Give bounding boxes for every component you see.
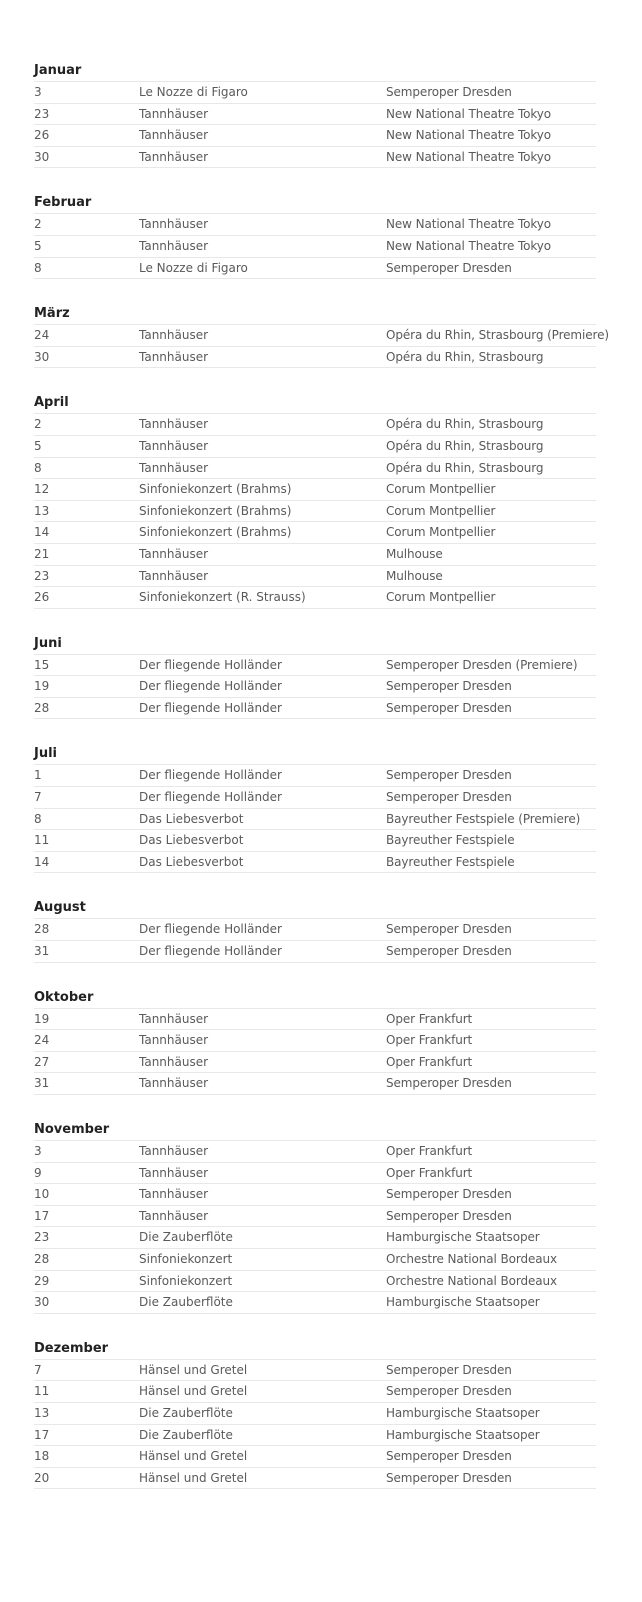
event-day: 7 bbox=[34, 1362, 42, 1377]
event-venue: Semperoper Dresden bbox=[386, 790, 512, 805]
event-venue: Opéra du Rhin, Strasbourg bbox=[386, 349, 544, 364]
event-work: Hänsel und Gretel bbox=[139, 1362, 248, 1377]
event-day: 8 bbox=[34, 460, 42, 475]
event-row bbox=[34, 236, 596, 258]
event-row bbox=[34, 414, 596, 436]
event-work: Tannhäuser bbox=[139, 438, 209, 453]
event-row bbox=[34, 1184, 596, 1206]
event-day: 3 bbox=[34, 1144, 42, 1158]
month-heading: Juni bbox=[34, 629, 596, 655]
event-work: Der fliegende Holländer bbox=[139, 790, 282, 805]
event-venue: Oper Frankfurt bbox=[386, 1033, 473, 1048]
event-venue: Hamburgische Staatsoper bbox=[386, 1295, 540, 1310]
event-day: 30 bbox=[34, 349, 50, 364]
month-section bbox=[34, 56, 596, 168]
event-row bbox=[34, 655, 596, 677]
event-work: Sinfoniekonzert (Brahms) bbox=[139, 503, 292, 518]
event-work: Tannhäuser bbox=[139, 128, 209, 143]
event-row bbox=[34, 1468, 596, 1490]
event-row bbox=[34, 458, 596, 480]
event-work: Sinfoniekonzert (R. Strauss) bbox=[139, 590, 306, 605]
month-section bbox=[34, 629, 596, 720]
event-day: 2 bbox=[34, 217, 42, 232]
event-venue: Semperoper Dresden bbox=[386, 1362, 512, 1377]
event-venue: Bayreuther Festspiele bbox=[386, 854, 515, 869]
event-row bbox=[34, 104, 596, 126]
event-work: Sinfoniekonzert bbox=[139, 1273, 233, 1288]
event-work: Le Nozze di Figaro bbox=[139, 260, 248, 275]
event-venue: Opéra du Rhin, Strasbourg (Premiere) bbox=[386, 328, 609, 343]
event-row bbox=[34, 147, 596, 169]
event-work: Das Liebesverbot bbox=[139, 833, 244, 848]
event-venue: Semperoper Dresden bbox=[386, 944, 512, 959]
event-row bbox=[34, 809, 596, 831]
event-row bbox=[34, 852, 596, 874]
event-venue: Hamburgische Staatsoper bbox=[386, 1230, 540, 1245]
event-venue: Opéra du Rhin, Strasbourg bbox=[386, 438, 544, 453]
event-day: 30 bbox=[34, 1295, 50, 1310]
event-work: Der fliegende Holländer bbox=[139, 768, 282, 783]
event-venue: Semperoper Dresden bbox=[386, 1384, 512, 1399]
event-day: 28 bbox=[34, 1251, 50, 1266]
event-work: Tannhäuser bbox=[139, 328, 209, 343]
performance-schedule bbox=[34, 56, 609, 1509]
event-day: 2 bbox=[34, 417, 42, 432]
event-row bbox=[34, 1292, 596, 1314]
month-section bbox=[34, 893, 596, 962]
event-venue: Semperoper Dresden bbox=[386, 700, 512, 715]
event-day: 31 bbox=[34, 944, 50, 959]
event-venue: New National Theatre Tokyo bbox=[386, 217, 552, 232]
event-venue: Mulhouse bbox=[386, 546, 443, 561]
event-day: 24 bbox=[34, 1033, 50, 1048]
event-row bbox=[34, 698, 596, 720]
month-heading: März bbox=[34, 299, 596, 325]
event-day: 27 bbox=[34, 1054, 50, 1069]
event-venue: Semperoper Dresden bbox=[386, 1187, 512, 1202]
event-work: Die Zauberflöte bbox=[139, 1427, 233, 1442]
event-day: 19 bbox=[34, 679, 50, 694]
event-row bbox=[34, 1206, 596, 1228]
month-section bbox=[34, 188, 596, 279]
event-work: Die Zauberflöte bbox=[139, 1230, 233, 1245]
event-row bbox=[34, 919, 596, 941]
event-day: 17 bbox=[34, 1208, 50, 1223]
event-row bbox=[34, 1073, 596, 1095]
event-venue: New National Theatre Tokyo bbox=[386, 128, 552, 143]
event-venue: Semperoper Dresden bbox=[386, 768, 512, 783]
event-row bbox=[34, 1163, 596, 1185]
event-work: Tannhäuser bbox=[139, 1011, 209, 1026]
event-work: Tannhäuser bbox=[139, 349, 209, 364]
event-venue: Mulhouse bbox=[386, 568, 443, 583]
event-day: 28 bbox=[34, 922, 50, 937]
event-row bbox=[34, 1030, 596, 1052]
event-work: Das Liebesverbot bbox=[139, 811, 244, 826]
event-work: Sinfoniekonzert bbox=[139, 1251, 233, 1266]
event-work: Sinfoniekonzert (Brahms) bbox=[139, 525, 292, 540]
event-day: 26 bbox=[34, 590, 50, 605]
event-day: 10 bbox=[34, 1187, 50, 1202]
event-day: 23 bbox=[34, 1230, 50, 1245]
event-venue: New National Theatre Tokyo bbox=[386, 238, 552, 253]
month-heading: Januar bbox=[34, 56, 596, 82]
event-day: 14 bbox=[34, 525, 50, 540]
event-work: Der fliegende Holländer bbox=[139, 922, 282, 937]
event-day: 30 bbox=[34, 149, 50, 164]
event-venue: Hamburgische Staatsoper bbox=[386, 1405, 540, 1420]
event-work: Hänsel und Gretel bbox=[139, 1449, 248, 1464]
event-venue: Hamburgische Staatsoper bbox=[386, 1427, 540, 1442]
event-day: 14 bbox=[34, 854, 50, 869]
event-day: 18 bbox=[34, 1449, 50, 1464]
month-heading: November bbox=[34, 1115, 596, 1141]
event-work: Hänsel und Gretel bbox=[139, 1384, 248, 1399]
event-row bbox=[34, 1052, 596, 1074]
event-row bbox=[34, 501, 596, 523]
event-work: Tannhäuser bbox=[139, 417, 209, 432]
event-row bbox=[34, 765, 596, 787]
event-day: 19 bbox=[34, 1011, 50, 1026]
event-day: 8 bbox=[34, 260, 42, 275]
event-work: Das Liebesverbot bbox=[139, 854, 244, 869]
event-work: Tannhäuser bbox=[139, 546, 209, 561]
event-work: Tannhäuser bbox=[139, 1144, 209, 1158]
event-work: Der fliegende Holländer bbox=[139, 657, 282, 672]
event-venue: Semperoper Dresden bbox=[386, 1449, 512, 1464]
month-heading: August bbox=[34, 893, 596, 919]
event-row bbox=[34, 1227, 596, 1249]
month-heading: Juli bbox=[34, 739, 596, 765]
event-venue: Semperoper Dresden bbox=[386, 1470, 512, 1485]
event-venue: Bayreuther Festspiele bbox=[386, 833, 515, 848]
event-day: 15 bbox=[34, 657, 50, 672]
event-venue: New National Theatre Tokyo bbox=[386, 149, 552, 164]
event-row bbox=[34, 1425, 596, 1447]
event-day: 23 bbox=[34, 106, 50, 121]
event-row bbox=[34, 436, 596, 458]
event-work: Tannhäuser bbox=[139, 1165, 209, 1180]
event-venue: Corum Montpellier bbox=[386, 482, 496, 497]
event-day: 24 bbox=[34, 328, 50, 343]
event-venue: Oper Frankfurt bbox=[386, 1054, 473, 1069]
event-day: 26 bbox=[34, 128, 50, 143]
month-heading: Dezember bbox=[34, 1334, 596, 1360]
event-work: Tannhäuser bbox=[139, 106, 209, 121]
event-day: 5 bbox=[34, 238, 42, 253]
event-day: 17 bbox=[34, 1427, 50, 1442]
month-section bbox=[34, 299, 609, 368]
event-row bbox=[34, 1271, 596, 1293]
event-row bbox=[34, 787, 596, 809]
event-day: 3 bbox=[34, 85, 42, 99]
event-work: Tannhäuser bbox=[139, 238, 209, 253]
event-venue: Semperoper Dresden bbox=[386, 1076, 512, 1091]
event-row bbox=[34, 325, 609, 347]
event-row bbox=[34, 830, 596, 852]
event-row bbox=[34, 544, 596, 566]
event-work: Tannhäuser bbox=[139, 1054, 209, 1069]
month-section bbox=[34, 388, 596, 608]
event-row bbox=[34, 1381, 596, 1403]
event-venue: Semperoper Dresden bbox=[386, 679, 512, 694]
event-row bbox=[34, 258, 596, 280]
event-work: Tannhäuser bbox=[139, 149, 209, 164]
event-work: Der fliegende Holländer bbox=[139, 700, 282, 715]
event-row bbox=[34, 347, 596, 369]
event-work: Le Nozze di Figaro bbox=[139, 85, 248, 99]
month-heading: April bbox=[34, 388, 596, 414]
event-venue: Oper Frankfurt bbox=[386, 1165, 473, 1180]
event-venue: Corum Montpellier bbox=[386, 590, 496, 605]
month-section bbox=[34, 983, 596, 1095]
event-venue: Orchestre National Bordeaux bbox=[386, 1273, 558, 1288]
event-day: 20 bbox=[34, 1470, 50, 1485]
event-row bbox=[34, 941, 596, 963]
event-work: Die Zauberflöte bbox=[139, 1405, 233, 1420]
month-section bbox=[34, 739, 596, 873]
event-day: 31 bbox=[34, 1076, 50, 1091]
event-venue: Opéra du Rhin, Strasbourg bbox=[386, 417, 544, 432]
event-day: 7 bbox=[34, 790, 42, 805]
event-work: Die Zauberflöte bbox=[139, 1295, 233, 1310]
event-venue: New National Theatre Tokyo bbox=[386, 106, 552, 121]
event-row bbox=[34, 214, 596, 236]
month-heading: Februar bbox=[34, 188, 596, 214]
event-venue: Semperoper Dresden bbox=[386, 85, 512, 99]
event-venue: Corum Montpellier bbox=[386, 525, 496, 540]
event-row bbox=[34, 587, 596, 609]
event-row bbox=[34, 1009, 596, 1031]
event-work: Tannhäuser bbox=[139, 1187, 209, 1202]
month-section bbox=[34, 1334, 596, 1490]
event-row bbox=[34, 1141, 596, 1163]
event-row bbox=[34, 125, 596, 147]
month-heading: Oktober bbox=[34, 983, 596, 1009]
month-section bbox=[34, 1115, 596, 1314]
event-venue: Semperoper Dresden bbox=[386, 922, 512, 937]
event-venue: Corum Montpellier bbox=[386, 503, 496, 518]
event-venue: Semperoper Dresden bbox=[386, 260, 512, 275]
event-venue: Oper Frankfurt bbox=[386, 1011, 473, 1026]
event-day: 11 bbox=[34, 1384, 50, 1399]
event-work: Der fliegende Holländer bbox=[139, 679, 282, 694]
event-work: Tannhäuser bbox=[139, 1076, 209, 1091]
event-work: Tannhäuser bbox=[139, 568, 209, 583]
event-venue: Oper Frankfurt bbox=[386, 1144, 473, 1158]
event-venue: Semperoper Dresden (Premiere) bbox=[386, 657, 578, 672]
event-day: 8 bbox=[34, 811, 42, 826]
event-day: 23 bbox=[34, 568, 50, 583]
event-row bbox=[34, 82, 596, 104]
event-work: Der fliegende Holländer bbox=[139, 944, 282, 959]
event-venue: Bayreuther Festspiele (Premiere) bbox=[386, 811, 581, 826]
event-day: 1 bbox=[34, 768, 42, 783]
event-row bbox=[34, 522, 596, 544]
event-day: 12 bbox=[34, 482, 50, 497]
event-work: Sinfoniekonzert (Brahms) bbox=[139, 482, 292, 497]
event-row bbox=[34, 1360, 596, 1382]
event-row bbox=[34, 1446, 596, 1468]
event-row bbox=[34, 479, 596, 501]
event-day: 13 bbox=[34, 503, 50, 518]
event-work: Hänsel und Gretel bbox=[139, 1470, 248, 1485]
event-venue: Opéra du Rhin, Strasbourg bbox=[386, 460, 544, 475]
event-venue: Semperoper Dresden bbox=[386, 1208, 512, 1223]
event-day: 21 bbox=[34, 546, 50, 561]
event-row bbox=[34, 1249, 596, 1271]
event-row bbox=[34, 566, 596, 588]
event-venue: Orchestre National Bordeaux bbox=[386, 1251, 558, 1266]
event-work: Tannhäuser bbox=[139, 217, 209, 232]
event-day: 11 bbox=[34, 833, 50, 848]
event-day: 13 bbox=[34, 1405, 50, 1420]
event-day: 28 bbox=[34, 700, 50, 715]
event-day: 5 bbox=[34, 438, 42, 453]
event-work: Tannhäuser bbox=[139, 1208, 209, 1223]
event-work: Tannhäuser bbox=[139, 1033, 209, 1048]
event-day: 9 bbox=[34, 1165, 42, 1180]
event-work: Tannhäuser bbox=[139, 460, 209, 475]
event-row bbox=[34, 676, 596, 698]
event-day: 29 bbox=[34, 1273, 50, 1288]
event-row bbox=[34, 1403, 596, 1425]
